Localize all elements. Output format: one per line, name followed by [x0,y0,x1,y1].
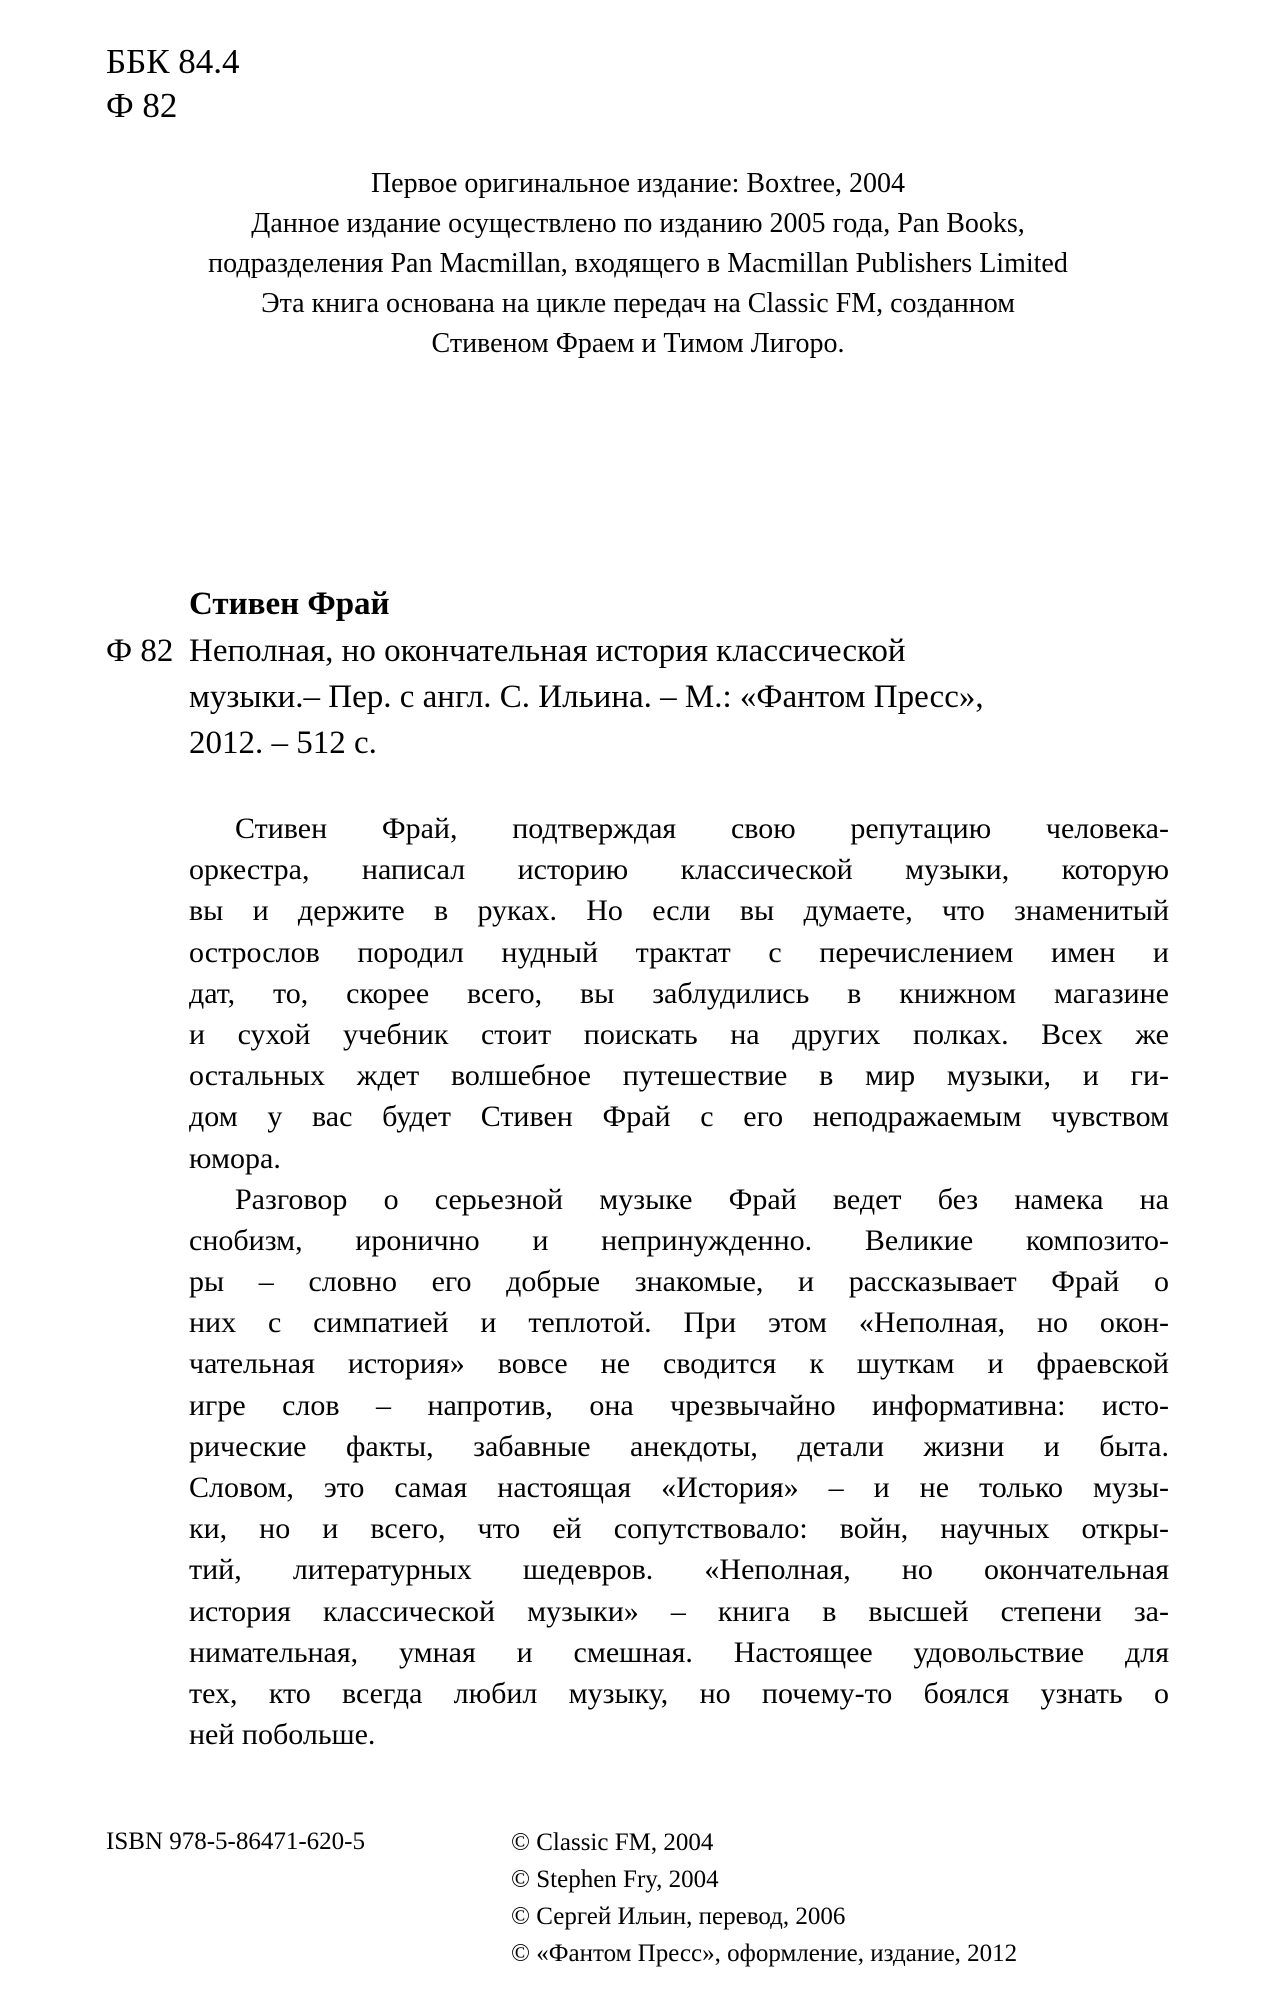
annotation-line: них с симпатией и теплотой. При этом «Неполная, но окон- [189,1306,1169,1340]
catalog-description-line: музыки.– Пер. с англ. С. Ильина. – М.: «Фантом Пресс», [189,679,984,715]
isbn: ISBN 978-5-86471-620-5 [106,1828,366,1855]
annotation-line: игре слов – напротив, она чрезвычайно информативна: исто- [189,1388,1169,1422]
annotation-line: и сухой учебник стоит поискать на других полках. Всех же [189,1017,1169,1051]
catalog-description-line: 2012. – 512 с. [189,725,377,761]
copyright-line: © Сергей Ильин, перевод, 2006 [511,1903,846,1930]
copyright-line: © «Фантом Пресс», оформление, издание, 2012 [511,1940,1018,1967]
annotation-line: тий, литературных шедевров. «Неполная, но окончательная [189,1553,1169,1587]
catalog-author: Стивен Фрай [189,586,390,622]
edition-note-line: Первое оригинальное издание: Boxtree, 2004 [370,168,906,199]
annotation-line: ней побольше. [189,1718,376,1752]
copyright-notices [511,1824,1017,1972]
annotation-line: ры – словно его добрые знакомые, и рассказывает Фрай о [189,1265,1169,1299]
annotation-line: Словом, это самая настоящая «История» – и не только музы- [189,1471,1169,1504]
catalog-description-line: Неполная, но окончательная история классической [189,633,906,669]
annotation-line: снобизм, иронично и непринужденно. Великие композито- [189,1223,1169,1257]
annotation-line: рические факты, забавные анекдоты, детали жизни и быта. [189,1429,1169,1463]
annotation-line: оркестра, написал историю классической музыки, которую [189,853,1169,887]
copyright-line: © Classic FM, 2004 [511,1829,714,1856]
annotation-line: дат, то, скорее всего, вы заблудились в книжном магазине [189,976,1169,1010]
edition-notes [100,164,1176,364]
annotation-line: вы и держите в руках. Но если вы думаете, что знаменитый [189,894,1169,928]
edition-note-line: подразделения Pan Macmillan, входящего в Macmillan Publishers Limited [208,248,1068,279]
annotation-line: история классической музыки» – книга в высшей степени за- [189,1594,1169,1628]
edition-note-line: Эта книга основана на цикле передач на Classic FM, созданном [261,288,1015,319]
copyright-line: © Stephen Fry, 2004 [511,1866,719,1893]
annotation [189,808,1169,1755]
author-mark: Ф 82 [106,86,178,125]
annotation-line: Разговор о серьезной музыке Фрай ведет без намека на [235,1182,1169,1216]
annotation-line: Стивен Фрай, подтверждая свою репутацию человека- [235,812,1169,845]
annotation-line: остальных ждет волшебное путешествие в мир музыки, и ги- [189,1059,1169,1093]
annotation-line: нимательная, умная и смешная. Настоящее удовольствие для [189,1635,1169,1669]
annotation-line: острослов породил нудный трактат с перечислением имен и [189,935,1169,969]
annotation-line: чательная история» вовсе не сводится к шуткам и фраевской [189,1347,1169,1381]
annotation-line: тех, кто всегда любил музыку, но почему-то боялся узнать о [189,1676,1169,1710]
edition-note-line: Стивеном Фраем и Тимом Лигоро. [431,328,845,359]
annotation-line: юмора. [189,1141,281,1175]
bbk-code: ББК 84.4 [106,42,240,81]
catalog-description [189,628,1169,766]
annotation-line: ки, но и всего, что ей сопутствовало: войн, научных откры- [189,1512,1169,1546]
catalog-code: Ф 82 [106,633,174,669]
bbk-classification [106,40,240,128]
annotation-line: дом у вас будет Стивен Фрай с его неподражаемым чувством [189,1100,1169,1134]
edition-note-line: Данное издание осуществлено по изданию 2005 года, Pan Books, [251,208,1025,239]
